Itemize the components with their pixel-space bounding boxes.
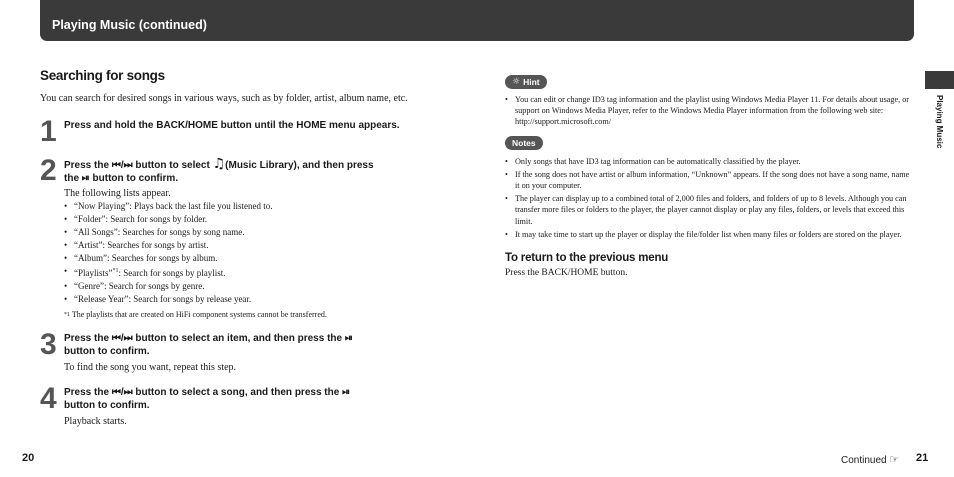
play-pause-icon: ⏯ [342,387,351,398]
page-number-left: 20 [22,452,35,464]
hint-list [505,94,915,128]
next-track-icon: ⏭ [123,160,133,171]
page-number-right: 21 [916,452,929,464]
next-track-icon: ⏭ [123,387,133,398]
step-2 [40,154,450,321]
list-item: • The player can display up to a combined total of 2,000 files and folders, and folders of up to 8 levels. Although you can transfer more files or folders to the player, the player cannot display or play any files, folders, or levels that exceed this limit. [505,193,915,227]
list-item: • “Artist”: Searches for songs by artist. [64,239,450,252]
step-number: 2 [40,154,57,187]
step-number: 3 [40,328,57,361]
step-number: 4 [40,382,57,415]
page-header-bar [40,0,914,41]
section-title: Searching for songs [40,68,165,83]
step-heading: Press and hold the BACK/HOME button until the HOME menu appears. [64,120,400,131]
left-column [40,68,450,428]
intro-text: You can search for desired songs in various ways, such as by folder, artist, album name, etc. [40,93,408,104]
step-4 [40,382,450,428]
play-pause-icon: ⏯ [344,333,353,344]
prev-track-icon: ⏮ [111,387,121,398]
notes-tag: Notes [505,136,543,150]
music-library-icon: ♫ [212,156,226,172]
list-types [64,200,450,306]
pointing-hand-icon: ☞ [889,453,900,466]
step-3 [40,328,450,374]
subsection-title: To return to the previous menu [505,252,669,265]
list-item: • You can edit or change ID3 tag information and the playlist using Windows Media Player 11. For details about usage, or support on Windows Media Player, refer to the Windows Media Player information from the following web site: http://support.microsoft.com/ [505,94,915,128]
side-label: Playing Music [935,95,944,149]
step-heading: Press the ⏮/⏭ button to select ♫(Music Library), and then press the ⏯ button to confirm. [64,156,374,184]
side-tab-marker [925,71,954,89]
list-item: • If the song does not have artist or album information, “Unknown” appears. If the song does not have a song name, name it on your computer. [505,169,915,191]
hint-tag: ☼ Hint [505,75,547,89]
footnote-ref: *1 [112,268,119,274]
continued-label: Continued ☞ [841,453,900,466]
hint-bulb-icon: ☼ [512,77,521,87]
list-item: • It may take time to start up the player or display the file/folder list when many files or folders are stored on the player. [505,229,915,240]
list-item: • “Genre”: Search for songs by genre. [64,280,450,293]
right-column [505,71,915,280]
list-item: • “Playlists”$^{*1}$: Search for songs by playlist. [64,265,450,280]
prev-track-icon: ⏮ [111,333,121,344]
play-pause-icon: ⏯ [81,173,90,184]
step-number: 1 [40,115,57,148]
step-heading: Press the ⏮/⏭ button to select a song, and then press the ⏯ button to confirm. [64,387,351,411]
footnote: $^{*1}$ The playlists that are created on HiFi component systems cannot be transferred. [64,310,327,319]
list-item: • “Folder”: Search for songs by folder. [64,213,450,226]
next-track-icon: ⏭ [123,333,133,344]
step-description: Playback starts. [64,416,127,427]
return-text: Press the BACK/HOME button. [505,268,628,279]
list-item: • “All Songs”: Searches for songs by song name. [64,226,450,239]
list-item: • “Release Year”: Search for songs by release year. [64,293,450,306]
step-1 [40,115,450,148]
step-description: The following lists appear. [64,188,171,199]
step-description: To find the song you want, repeat this step. [64,362,237,373]
list-item: • “Album”: Searches for songs by album. [64,252,450,265]
prev-track-icon: ⏮ [111,160,121,171]
step-heading: Press the ⏮/⏭ button to select an item, and then press the ⏯ button to confirm. [64,333,353,357]
list-item: • Only songs that have ID3 tag information can be automatically classified by the player. [505,156,915,167]
list-item: • “Now Playing”: Plays back the last file you listened to. [64,200,450,213]
header-title: Playing Music (continued) [52,18,207,32]
notes-list [505,156,915,240]
